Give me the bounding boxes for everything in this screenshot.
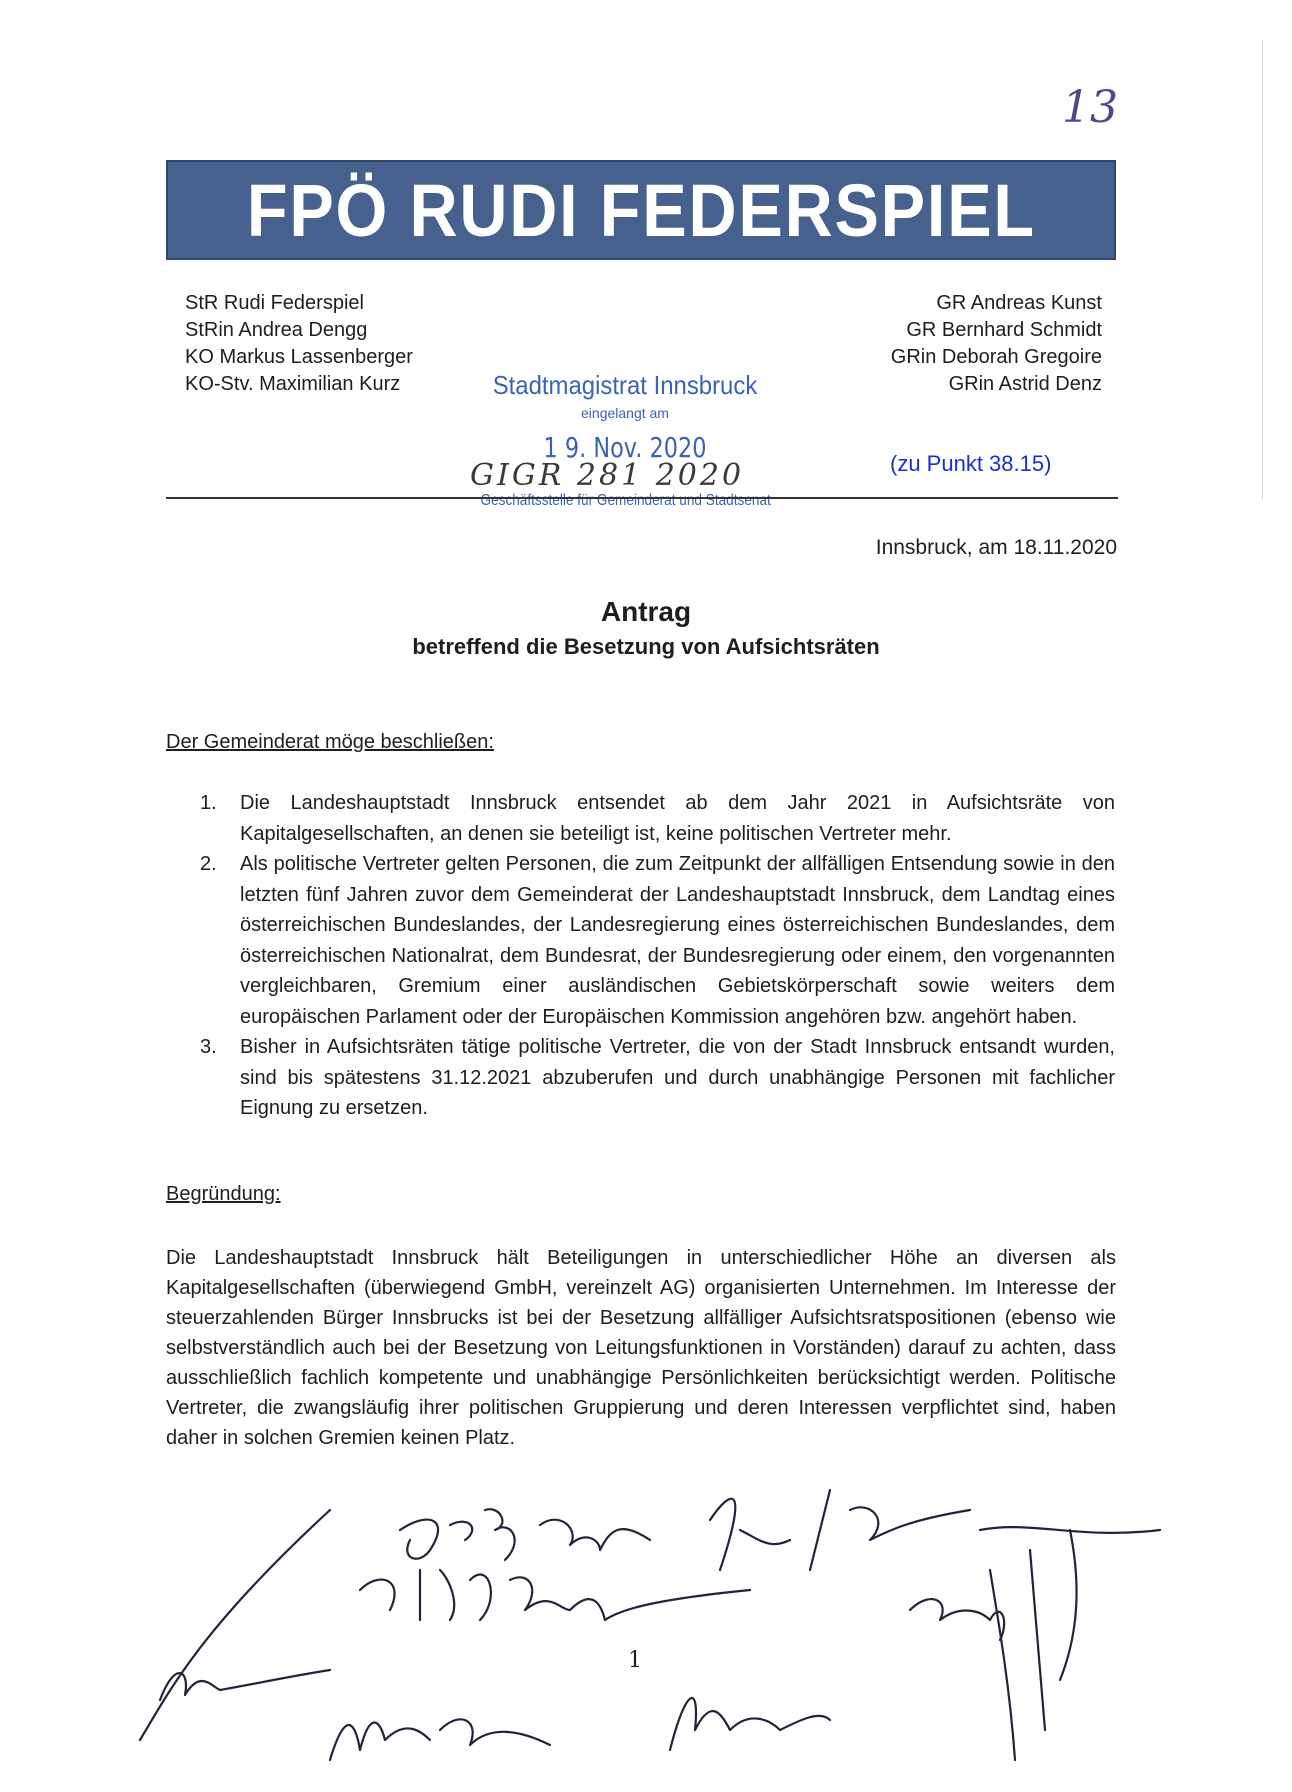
handwritten-page-number: 13 (1062, 82, 1118, 133)
document-subtitle: betreffend die Besetzung von Aufsichtsräten (412, 634, 880, 659)
signature-stroke (140, 1510, 330, 1740)
signature-stroke (330, 1719, 550, 1760)
banner-title: FPÖ RUDI FEDERSPIEL (246, 168, 1036, 252)
signatures-area (130, 1470, 1170, 1770)
resolution-label: Der Gemeinderat möge beschließen: (166, 731, 494, 753)
signature-stroke (510, 1577, 750, 1620)
list-item-text: Bisher in Aufsichtsräten tätige politische Vertreter, die von der Stadt Innsbruck entsandt wurden, sind bis spätestens 31.12.2021 abzuberufen und durch unabhängige Personen mit fachlicher Eignung zu ersetzen. (240, 1036, 1115, 1119)
list-item (200, 849, 1115, 1032)
place-date: Innsbruck, am 18.11.2020 (875, 536, 1117, 559)
member-name: KO Markus Lassenberger (185, 346, 413, 368)
list-item-number: 3. (200, 1036, 217, 1058)
members-left-list (185, 290, 413, 398)
handwritten-reference: GIGR 281 2020 (470, 458, 745, 493)
members-right-list (891, 290, 1102, 398)
member-name: StR Rudi Federspiel (185, 292, 364, 314)
member-name: GRin Astrid Denz (948, 373, 1102, 395)
header-banner (166, 160, 1116, 260)
stamp-subtitle: eingelangt am (581, 405, 669, 421)
document-title: Antrag (600, 596, 692, 627)
resolution-list (200, 788, 1115, 1124)
signature-stroke (360, 1570, 491, 1620)
list-item-number: 2. (200, 853, 217, 875)
member-name: KO-Stv. Maximilian Kurz (185, 373, 401, 395)
signature-stroke (670, 1698, 830, 1750)
list-item-text: Die Landeshauptstadt Innsbruck entsendet ab dem Jahr 2021 in Aufsichtsräte von Kapitalgesellschaften, an denen sie beteiligt ist, keine politischen Vertreter mehr. (240, 792, 1115, 845)
signature-stroke (400, 1509, 515, 1560)
stamp-title: Stadtmagistrat Innsbruck (492, 370, 758, 400)
reference-point: (zu Punkt 38.15) (890, 451, 1052, 476)
member-name: StRin Andrea Dengg (185, 319, 368, 341)
signature-stroke (540, 1520, 650, 1550)
signature-stroke (710, 1490, 970, 1570)
member-name: GR Andreas Kunst (936, 292, 1102, 314)
stamp-office: Geschäftsstelle für Gemeinderat und Stadtsenat (480, 492, 771, 509)
reason-paragraph: Die Landeshauptstadt Innsbruck hält Beteiligungen in unterschiedlicher Höhe an diversen als Kapitalgesellschaften (überwiegend GmbH, vereinzelt AG) organisierten Unternehmen. Im Interesse der steuerzahlenden Bürger Innsbrucks ist bei der Besetzung allfälliger Aufsichtsratspositionen (ebenso wie selbstverständlich auch bei der Besetzung von Leitungsfunktionen in Vorständen) darauf zu achten, dass ausschließlich fachlich kompetente und unabhängige Persönlichkeiten berücksichtigt werden. Politische Vertreter, die zwangsläufig ihrer politischen Gruppierung und deren Interessen verpflichtet sind, haben daher in solchen Gremien keinen Platz. (166, 1247, 1116, 1449)
scan-edge-line (1262, 40, 1263, 500)
member-name: GRin Deborah Gregoire (890, 346, 1102, 368)
footer-page-number: 1 (628, 1648, 642, 1673)
signature-stroke (160, 1670, 330, 1700)
signature-stroke (990, 1530, 1077, 1760)
signature-stroke (910, 1599, 1004, 1640)
list-item (200, 1032, 1115, 1124)
member-name: GR Bernhard Schmidt (906, 319, 1102, 341)
header-divider (166, 497, 1118, 499)
reason-label: Begründung: (166, 1183, 281, 1205)
stamp-date: 1 9. Nov. 2020 (543, 431, 707, 464)
list-item (200, 788, 1115, 849)
list-item-text: Als politische Vertreter gelten Personen, die zum Zeitpunkt der allfälligen Entsendung sowie in den letzten fünf Jahren zuvor dem Gemeinderat der Landeshauptstadt Innsbruck, dem Landtag eines österreichischen Bundeslandes, der Landesregierung eines österreichischen Bundeslandes, dem österreichischen Nationalrat, dem Bundesrat, der Bundesregierung oder einem, den vorgenannten vergleichbaren, Gremium einer ausländischen Gebietskörperschaft sowie weiters dem europäischen Parlament oder der Europäischen Kommission angehören bzw. angehört haben. (240, 853, 1115, 1028)
list-item-number: 1. (200, 792, 217, 814)
